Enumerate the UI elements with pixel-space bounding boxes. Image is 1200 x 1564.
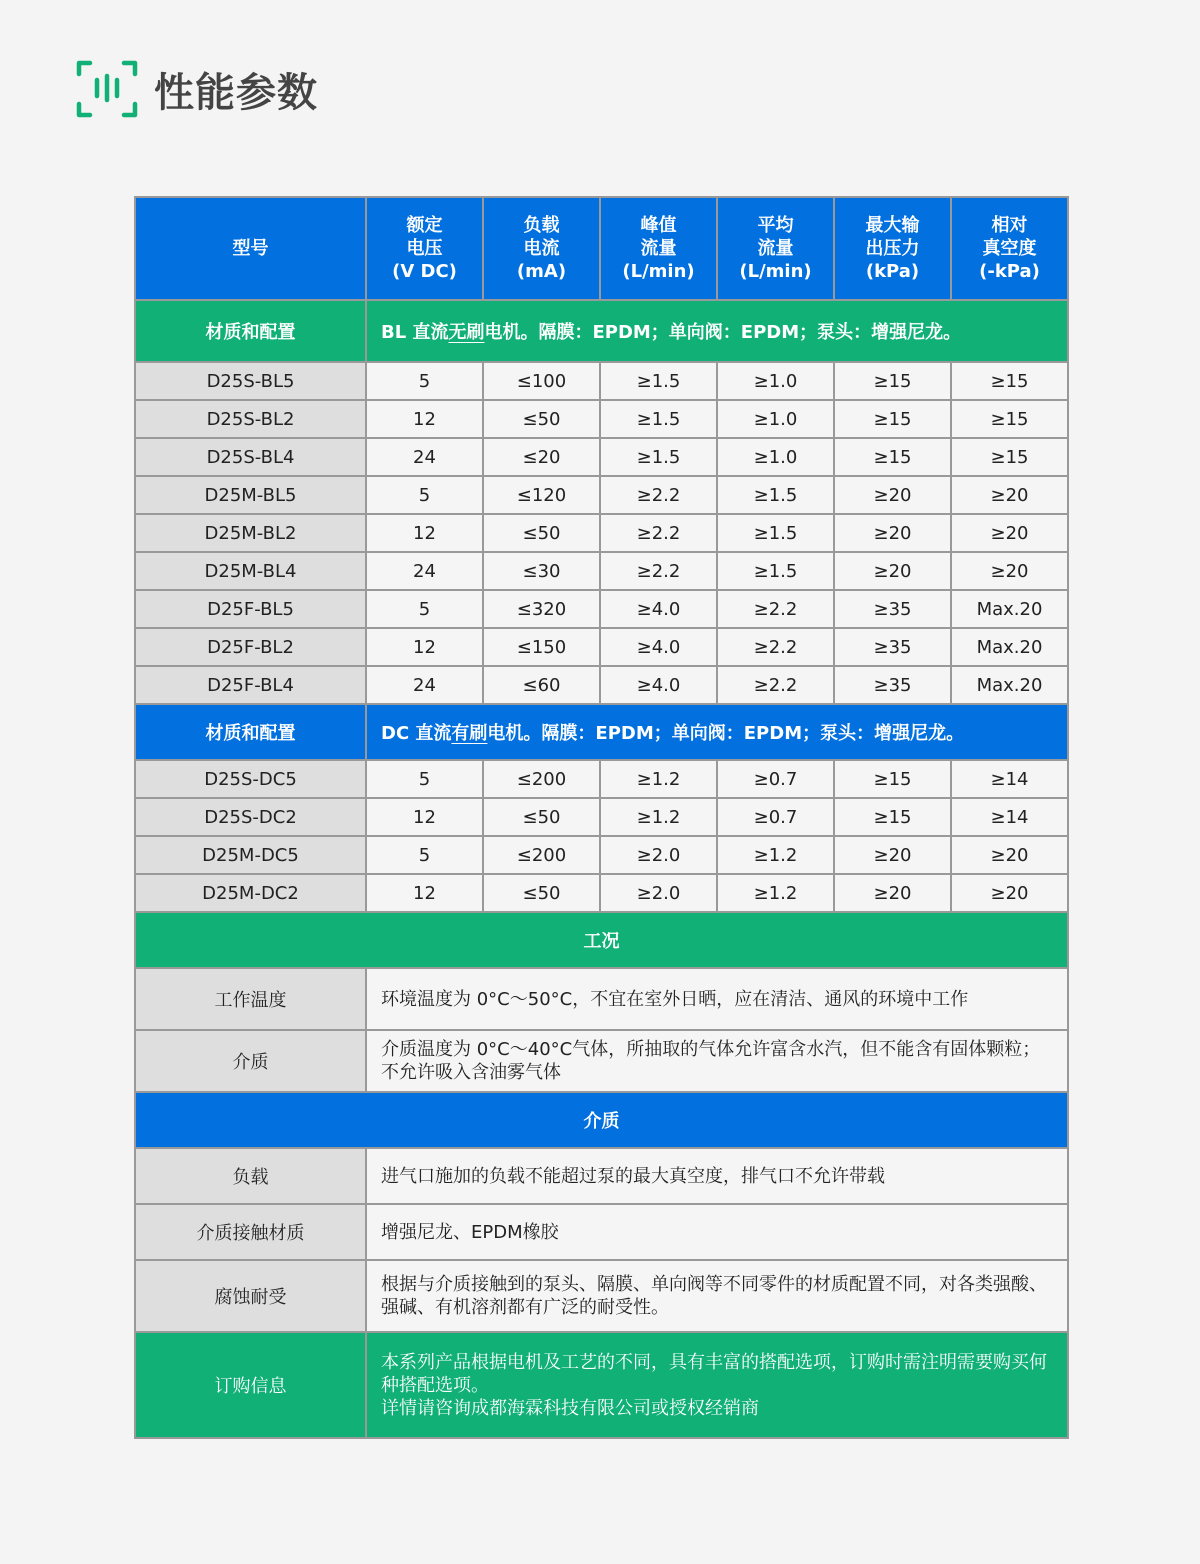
cell-rated-voltage: 5: [366, 590, 483, 628]
cell-max-output-pressure: ≥20: [834, 874, 951, 912]
group-header-dc: [135, 704, 1068, 760]
cell-max-output-pressure: ≥15: [834, 798, 951, 836]
section-title: 工况: [135, 912, 1068, 968]
group-header-bl: [135, 300, 1068, 362]
info-label: 腐蚀耐受: [135, 1260, 366, 1332]
info-text: 环境温度为 0°C～50°C，不宜在室外日晒，应在清洁、通风的环境中工作: [366, 968, 1068, 1030]
cell-load-current: ≤200: [483, 760, 600, 798]
cell-model: D25M-BL4: [135, 552, 366, 590]
cell-max-output-pressure: ≥15: [834, 400, 951, 438]
column-header-load-current: 负载 电流 (mA): [483, 197, 600, 300]
info-row-working-temperature: [135, 968, 1068, 1030]
cell-peak-flow: ≥2.2: [600, 552, 717, 590]
cell-relative-vacuum: ≥20: [951, 552, 1068, 590]
cell-model: D25S-DC2: [135, 798, 366, 836]
table-row: [135, 836, 1068, 874]
cell-rated-voltage: 5: [366, 362, 483, 400]
cell-max-output-pressure: ≥20: [834, 552, 951, 590]
cell-rated-voltage: 24: [366, 666, 483, 704]
cell-load-current: ≤50: [483, 874, 600, 912]
group-description: DC 直流有刷电机。隔膜：EPDM；单向阀：EPDM；泵头：增强尼龙。: [366, 704, 1068, 760]
cell-average-flow: ≥2.2: [717, 590, 834, 628]
performance-parameters-table: [134, 196, 1069, 1439]
info-label: 介质接触材质: [135, 1204, 366, 1260]
info-row-contact-materials: [135, 1204, 1068, 1260]
cell-average-flow: ≥1.5: [717, 476, 834, 514]
cell-average-flow: ≥0.7: [717, 798, 834, 836]
cell-relative-vacuum: ≥20: [951, 476, 1068, 514]
cell-load-current: ≤150: [483, 628, 600, 666]
info-label: 工作温度: [135, 968, 366, 1030]
cell-rated-voltage: 12: [366, 874, 483, 912]
table-row: [135, 628, 1068, 666]
cell-load-current: ≤120: [483, 476, 600, 514]
cell-model: D25S-BL5: [135, 362, 366, 400]
cell-peak-flow: ≥2.0: [600, 874, 717, 912]
cell-load-current: ≤320: [483, 590, 600, 628]
cell-peak-flow: ≥4.0: [600, 628, 717, 666]
info-text: 进气口施加的负载不能超过泵的最大真空度，排气口不允许带载: [366, 1148, 1068, 1204]
cell-peak-flow: ≥2.0: [600, 836, 717, 874]
cell-average-flow: ≥1.5: [717, 514, 834, 552]
table-row: [135, 666, 1068, 704]
column-header-relative-vacuum: 相对 真空度 (-kPa): [951, 197, 1068, 300]
cell-max-output-pressure: ≥35: [834, 590, 951, 628]
cell-model: D25F-BL2: [135, 628, 366, 666]
cell-max-output-pressure: ≥20: [834, 514, 951, 552]
cell-average-flow: ≥1.0: [717, 438, 834, 476]
cell-average-flow: ≥1.5: [717, 552, 834, 590]
cell-rated-voltage: 5: [366, 836, 483, 874]
cell-model: D25S-BL4: [135, 438, 366, 476]
cell-load-current: ≤50: [483, 798, 600, 836]
cell-load-current: ≤50: [483, 400, 600, 438]
barcode-scan-icon: [76, 58, 138, 120]
table-row: [135, 874, 1068, 912]
cell-relative-vacuum: Max.20: [951, 666, 1068, 704]
cell-model: D25M-BL5: [135, 476, 366, 514]
cell-peak-flow: ≥4.0: [600, 666, 717, 704]
cell-peak-flow: ≥1.5: [600, 362, 717, 400]
cell-average-flow: ≥0.7: [717, 760, 834, 798]
table-row: [135, 362, 1068, 400]
group-label: 材质和配置: [135, 704, 366, 760]
cell-relative-vacuum: ≥15: [951, 400, 1068, 438]
cell-load-current: ≤50: [483, 514, 600, 552]
cell-load-current: ≤60: [483, 666, 600, 704]
cell-average-flow: ≥1.2: [717, 874, 834, 912]
cell-peak-flow: ≥2.2: [600, 476, 717, 514]
info-row-medium: [135, 1030, 1068, 1092]
cell-rated-voltage: 12: [366, 514, 483, 552]
cell-rated-voltage: 12: [366, 798, 483, 836]
cell-peak-flow: ≥2.2: [600, 514, 717, 552]
cell-model: D25F-BL5: [135, 590, 366, 628]
cell-relative-vacuum: ≥15: [951, 438, 1068, 476]
cell-model: D25F-BL4: [135, 666, 366, 704]
cell-model: D25S-BL2: [135, 400, 366, 438]
cell-relative-vacuum: ≥14: [951, 760, 1068, 798]
cell-average-flow: ≥1.2: [717, 836, 834, 874]
cell-model: D25S-DC5: [135, 760, 366, 798]
info-text: 介质温度为 0°C～40°C气体，所抽取的气体允许富含水汽，但不能含有固体颗粒；不允许吸入含油雾气体: [366, 1030, 1068, 1092]
page-title: 性能参数: [154, 69, 318, 116]
cell-max-output-pressure: ≥35: [834, 666, 951, 704]
info-label: 负载: [135, 1148, 366, 1204]
info-text: 增强尼龙、EPDM橡胶: [366, 1204, 1068, 1260]
table-row: [135, 438, 1068, 476]
page-header: [76, 58, 318, 120]
cell-max-output-pressure: ≥15: [834, 760, 951, 798]
group-label: 材质和配置: [135, 300, 366, 362]
cell-relative-vacuum: ≥14: [951, 798, 1068, 836]
info-text: 根据与介质接触到的泵头、隔膜、单向阀等不同零件的材质配置不同，对各类强酸、强碱、有机溶剂都有广泛的耐受性。: [366, 1260, 1068, 1332]
cell-relative-vacuum: ≥15: [951, 362, 1068, 400]
group-description: BL 直流无刷电机。隔膜：EPDM；单向阀：EPDM；泵头：增强尼龙。: [366, 300, 1068, 362]
cell-average-flow: ≥2.2: [717, 628, 834, 666]
cell-load-current: ≤30: [483, 552, 600, 590]
cell-max-output-pressure: ≥15: [834, 438, 951, 476]
cell-max-output-pressure: ≥15: [834, 362, 951, 400]
cell-max-output-pressure: ≥35: [834, 628, 951, 666]
cell-max-output-pressure: ≥20: [834, 836, 951, 874]
column-header-peak-flow: 峰值 流量 (L/min): [600, 197, 717, 300]
cell-peak-flow: ≥1.2: [600, 798, 717, 836]
cell-max-output-pressure: ≥20: [834, 476, 951, 514]
cell-relative-vacuum: Max.20: [951, 590, 1068, 628]
cell-rated-voltage: 24: [366, 552, 483, 590]
cell-model: D25M-BL2: [135, 514, 366, 552]
section-band-working-conditions: [135, 912, 1068, 968]
table-row: [135, 476, 1068, 514]
info-row-corrosion-resistance: [135, 1260, 1068, 1332]
column-header-model: 型号: [135, 197, 366, 300]
cell-relative-vacuum: ≥20: [951, 836, 1068, 874]
cell-average-flow: ≥1.0: [717, 400, 834, 438]
cell-average-flow: ≥2.2: [717, 666, 834, 704]
table-row: [135, 590, 1068, 628]
cell-peak-flow: ≥1.5: [600, 400, 717, 438]
cell-model: D25M-DC5: [135, 836, 366, 874]
table-header-row: [135, 197, 1068, 300]
column-header-rated-voltage: 额定 电压 (V DC): [366, 197, 483, 300]
table-row: [135, 400, 1068, 438]
cell-peak-flow: ≥4.0: [600, 590, 717, 628]
cell-rated-voltage: 5: [366, 476, 483, 514]
cell-model: D25M-DC2: [135, 874, 366, 912]
ordering-info-row: [135, 1332, 1068, 1438]
cell-relative-vacuum: ≥20: [951, 514, 1068, 552]
section-band-medium: [135, 1092, 1068, 1148]
column-header-max-output-pressure: 最大输 出压力 (kPa): [834, 197, 951, 300]
cell-peak-flow: ≥1.5: [600, 438, 717, 476]
cell-rated-voltage: 12: [366, 400, 483, 438]
table-row: [135, 760, 1068, 798]
cell-rated-voltage: 24: [366, 438, 483, 476]
info-label: 介质: [135, 1030, 366, 1092]
table-row: [135, 514, 1068, 552]
cell-load-current: ≤20: [483, 438, 600, 476]
ordering-text: 本系列产品根据电机及工艺的不同，具有丰富的搭配选项，订购时需注明需要购买何种搭配选项。 详情请咨询成都海霖科技有限公司或授权经销商: [366, 1332, 1068, 1438]
column-header-average-flow: 平均 流量 (L/min): [717, 197, 834, 300]
cell-rated-voltage: 12: [366, 628, 483, 666]
cell-relative-vacuum: ≥20: [951, 874, 1068, 912]
table-row: [135, 552, 1068, 590]
cell-load-current: ≤200: [483, 836, 600, 874]
cell-peak-flow: ≥1.2: [600, 760, 717, 798]
cell-load-current: ≤100: [483, 362, 600, 400]
section-title: 介质: [135, 1092, 1068, 1148]
cell-rated-voltage: 5: [366, 760, 483, 798]
cell-average-flow: ≥1.0: [717, 362, 834, 400]
ordering-label: 订购信息: [135, 1332, 366, 1438]
info-row-load: [135, 1148, 1068, 1204]
table-row: [135, 798, 1068, 836]
cell-relative-vacuum: Max.20: [951, 628, 1068, 666]
